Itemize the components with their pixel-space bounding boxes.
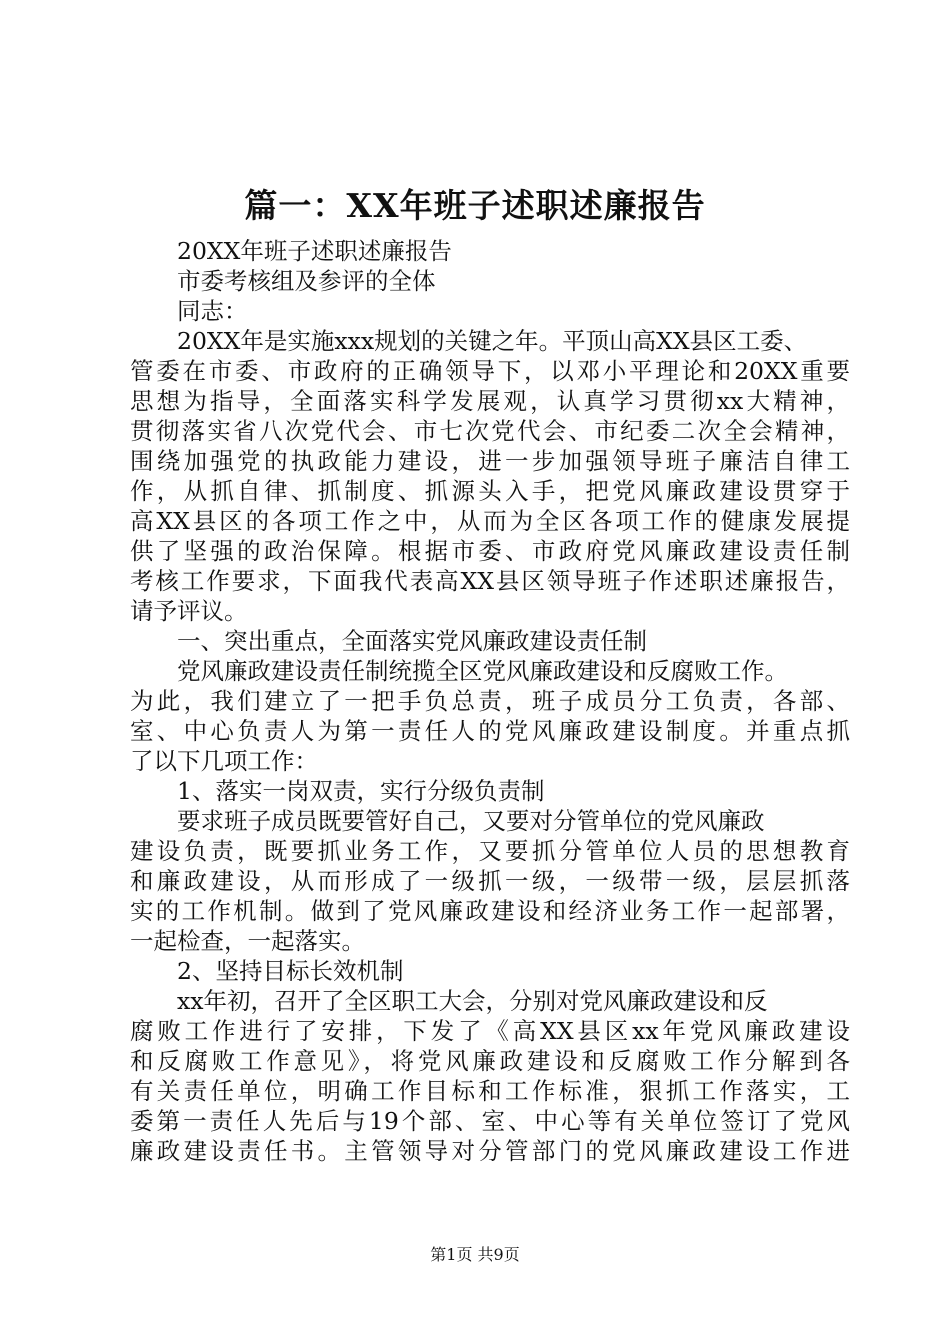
paragraph-line: 20XX年班子述职述廉报告 (177, 237, 452, 265)
paragraph-line: 同志： (177, 297, 248, 325)
paragraph-line: 要求班子成员既要管好自己，又要对分管单位的党风廉政 (177, 807, 765, 835)
paragraph-line: 党风廉政建设责任制统揽全区党风廉政建设和反腐败工作。 (177, 657, 788, 685)
paragraph-line: 有关责任单位，明确工作目标和工作标准，狠抓工作落实，工 (130, 1077, 850, 1105)
paragraph-line: 实的工作机制。做到了党风廉政建设和经济业务工作一起部署， (130, 897, 850, 925)
paragraph-line: 委第一责任人先后与19个部、室、中心等有关单位签订了党风 (130, 1107, 850, 1135)
paragraph-line: 腐败工作进行了安排，下发了《高XX县区xx年党风廉政建设 (130, 1017, 850, 1045)
paragraph-line: 室、中心负责人为第一责任人的党风廉政建设制度。并重点抓 (130, 717, 850, 745)
paragraph-line: 2、坚持目标长效机制 (177, 957, 404, 985)
paragraph-line: 20XX年是实施xxx规划的关键之年。平顶山高XX县区工委、 (177, 327, 808, 355)
paragraph-line: 一、突出重点，全面落实党风廉政建设责任制 (177, 627, 647, 655)
page-footer: 第1页 共9页 (430, 1245, 520, 1264)
paragraph-line: 市委考核组及参评的全体 (177, 267, 436, 295)
paragraph-line: 高XX县区的各项工作之中，从而为全区各项工作的健康发展提 (130, 507, 850, 535)
paragraph-line: 思想为指导，全面落实科学发展观，认真学习贯彻xx大精神， (130, 387, 850, 415)
paragraph-line: 廉政建设责任书。主管领导对分管部门的党风廉政建设工作进 (130, 1137, 850, 1165)
document-body (130, 236, 850, 1166)
paragraph-line: xx年初，召开了全区职工大会，分别对党风廉政建设和反 (177, 987, 768, 1015)
paragraph-line: 和廉政建设，从而形成了一级抓一级，一级带一级，层层抓落 (130, 867, 850, 895)
paragraph-line: 围绕加强党的执政能力建设，进一步加强领导班子廉洁自律工 (130, 447, 850, 475)
paragraph-line: 贯彻落实省八次党代会、市七次党代会、市纪委二次全会精神， (130, 417, 850, 445)
paragraph-line: 了以下几项工作： (130, 747, 318, 775)
paragraph-line: 和反腐败工作意见》，将党风廉政建设和反腐败工作分解到各 (130, 1047, 850, 1075)
paragraph-line: 为此，我们建立了一把手负总责，班子成员分工负责，各部、 (130, 687, 850, 715)
paragraph-line: 供了坚强的政治保障。根据市委、市政府党风廉政建设责任制 (130, 537, 850, 565)
paragraph-line: 管委在市委、市政府的正确领导下，以邓小平理论和20XX重要 (130, 357, 850, 385)
document-title: 篇一：XX年班子述职述廉报告 (244, 186, 706, 225)
paragraph-line: 作，从抓自律、抓制度、抓源头入手，把党风廉政建设贯穿于 (130, 477, 850, 505)
paragraph-line: 请予评议。 (130, 597, 248, 625)
paragraph-line: 一起检查，一起落实。 (130, 927, 365, 955)
paragraph-line: 1、落实一岗双责，实行分级负责制 (177, 777, 545, 805)
paragraph-line: 建设负责，既要抓业务工作，又要抓分管单位人员的思想教育 (130, 837, 850, 865)
paragraph-line: 考核工作要求，下面我代表高XX县区领导班子作述职述廉报告， (130, 567, 850, 595)
